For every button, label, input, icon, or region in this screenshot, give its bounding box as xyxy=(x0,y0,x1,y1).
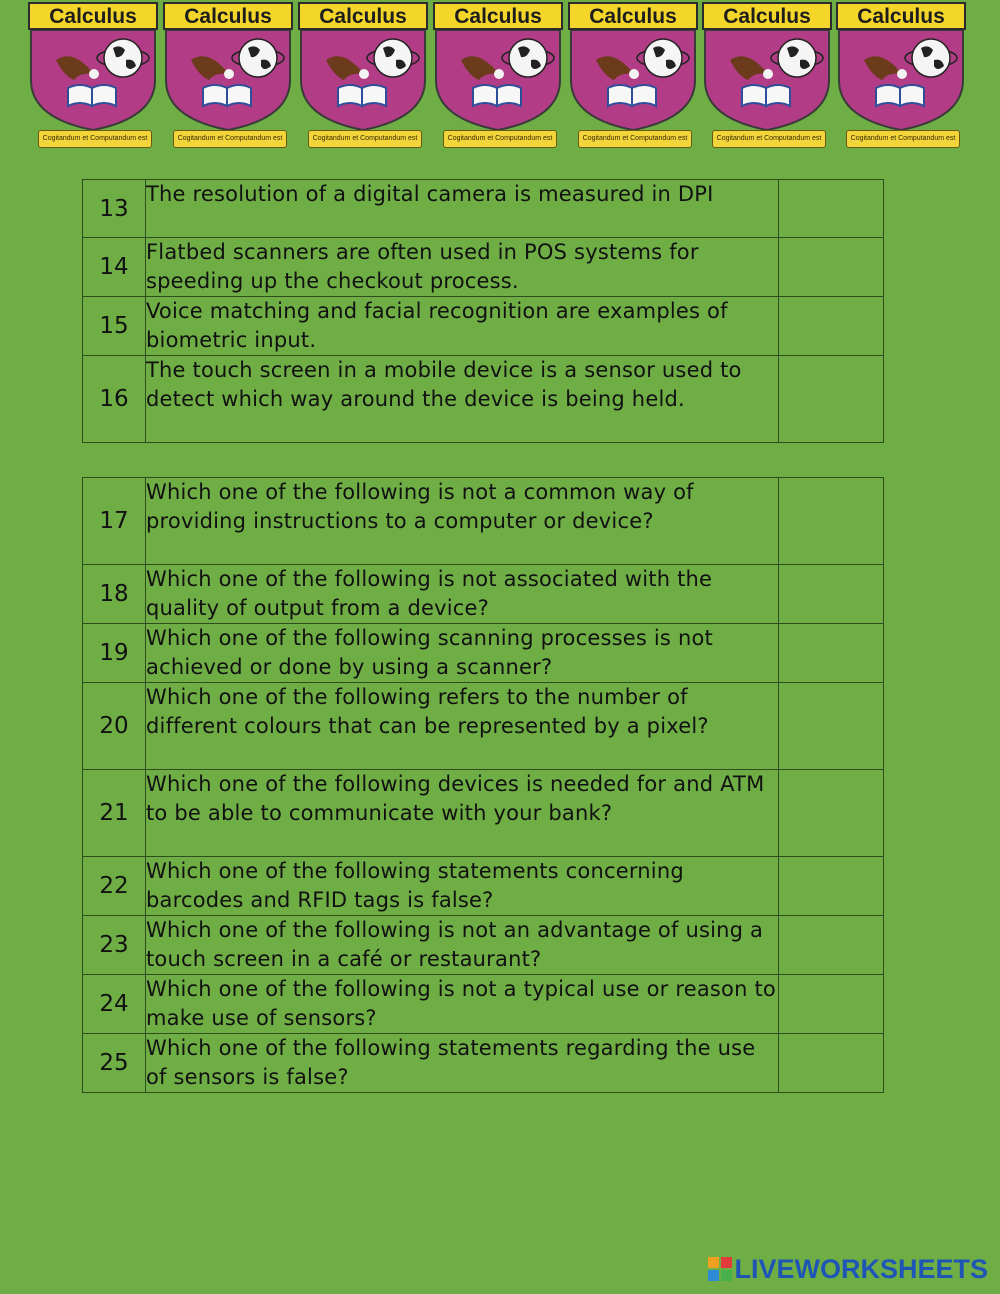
crest-banner xyxy=(28,2,970,158)
eagle-globe-shield-icon xyxy=(433,30,563,130)
answer-box[interactable] xyxy=(779,975,884,1034)
crest-title: Calculus xyxy=(298,2,428,30)
question-text: The resolution of a digital camera is measured in DPI xyxy=(146,180,779,238)
question-number: 19 xyxy=(83,624,146,683)
question-number: 16 xyxy=(83,356,146,443)
crest-title: Calculus xyxy=(702,2,832,30)
question-number: 23 xyxy=(83,916,146,975)
multiple-choice-table xyxy=(82,477,884,1093)
table-row xyxy=(83,916,884,975)
question-text: Which one of the following statements concerning barcodes and RFID tags is false? xyxy=(146,857,779,916)
table-row xyxy=(83,297,884,356)
question-number: 14 xyxy=(83,238,146,297)
table-row xyxy=(83,683,884,770)
crest-motto: Cogitandum et Computandum est xyxy=(308,130,422,148)
question-number: 24 xyxy=(83,975,146,1034)
table-row xyxy=(83,356,884,443)
table-row xyxy=(83,624,884,683)
question-text: Flatbed scanners are often used in POS systems for speeding up the checkout process. xyxy=(146,238,779,297)
question-text: Which one of the following devices is needed for and ATM to be able to communicate with your bank? xyxy=(146,770,779,857)
crest-motto: Cogitandum et Computandum est xyxy=(38,130,152,148)
eagle-globe-shield-icon xyxy=(568,30,698,130)
crest-motto: Cogitandum et Computandum est xyxy=(443,130,557,148)
crest-motto: Cogitandum et Computandum est xyxy=(846,130,960,148)
eagle-globe-shield-icon xyxy=(28,30,158,130)
question-number: 18 xyxy=(83,565,146,624)
question-text: Which one of the following is not a common way of providing instructions to a computer or device? xyxy=(146,478,779,565)
calculus-crest xyxy=(28,2,158,158)
question-text: Which one of the following is not an advantage of using a touch screen in a café or restaurant? xyxy=(146,916,779,975)
answer-box[interactable] xyxy=(779,478,884,565)
eagle-globe-shield-icon xyxy=(836,30,966,130)
question-text: Which one of the following statements regarding the use of sensors is false? xyxy=(146,1034,779,1093)
question-number: 25 xyxy=(83,1034,146,1093)
answer-box[interactable] xyxy=(779,565,884,624)
liveworksheets-logo-icon xyxy=(708,1257,732,1281)
answer-box[interactable] xyxy=(779,770,884,857)
crest-title: Calculus xyxy=(163,2,293,30)
crest-title: Calculus xyxy=(28,2,158,30)
question-text: Which one of the following refers to the number of different colours that can be represented by a pixel? xyxy=(146,683,779,770)
question-text: Which one of the following is not associated with the quality of output from a device? xyxy=(146,565,779,624)
table-row xyxy=(83,975,884,1034)
answer-box[interactable] xyxy=(779,180,884,238)
answer-box[interactable] xyxy=(779,297,884,356)
answer-box[interactable] xyxy=(779,683,884,770)
table-row xyxy=(83,238,884,297)
crest-motto: Cogitandum et Computandum est xyxy=(712,130,826,148)
answer-box[interactable] xyxy=(779,356,884,443)
question-number: 22 xyxy=(83,857,146,916)
answer-box[interactable] xyxy=(779,1034,884,1093)
table-row xyxy=(83,180,884,238)
question-text: The touch screen in a mobile device is a sensor used to detect which way around the device is being held. xyxy=(146,356,779,443)
table-row xyxy=(83,565,884,624)
answer-box[interactable] xyxy=(779,916,884,975)
true-false-table xyxy=(82,179,884,443)
question-number: 21 xyxy=(83,770,146,857)
question-number: 13 xyxy=(83,180,146,238)
calculus-crest xyxy=(702,2,832,158)
crest-motto: Cogitandum et Computandum est xyxy=(578,130,692,148)
calculus-crest xyxy=(433,2,563,158)
table-row xyxy=(83,770,884,857)
eagle-globe-shield-icon xyxy=(298,30,428,130)
crest-title: Calculus xyxy=(568,2,698,30)
question-number: 17 xyxy=(83,478,146,565)
crest-title: Calculus xyxy=(836,2,966,30)
calculus-crest xyxy=(836,2,966,158)
crest-motto: Cogitandum et Computandum est xyxy=(173,130,287,148)
crest-title: Calculus xyxy=(433,2,563,30)
question-number: 20 xyxy=(83,683,146,770)
question-text: Which one of the following is not a typical use or reason to make use of sensors? xyxy=(146,975,779,1034)
calculus-crest xyxy=(298,2,428,158)
answer-box[interactable] xyxy=(779,857,884,916)
liveworksheets-footer xyxy=(708,1254,988,1284)
table-row xyxy=(83,1034,884,1093)
eagle-globe-shield-icon xyxy=(163,30,293,130)
calculus-crest xyxy=(163,2,293,158)
answer-box[interactable] xyxy=(779,238,884,297)
table-row xyxy=(83,478,884,565)
question-text: Voice matching and facial recognition are examples of biometric input. xyxy=(146,297,779,356)
question-number: 15 xyxy=(83,297,146,356)
calculus-crest xyxy=(568,2,698,158)
table-row xyxy=(83,857,884,916)
answer-box[interactable] xyxy=(779,624,884,683)
question-text: Which one of the following scanning processes is not achieved or done by using a scanner? xyxy=(146,624,779,683)
liveworksheets-brand: LIVEWORKSHEETS xyxy=(734,1253,988,1284)
eagle-globe-shield-icon xyxy=(702,30,832,130)
